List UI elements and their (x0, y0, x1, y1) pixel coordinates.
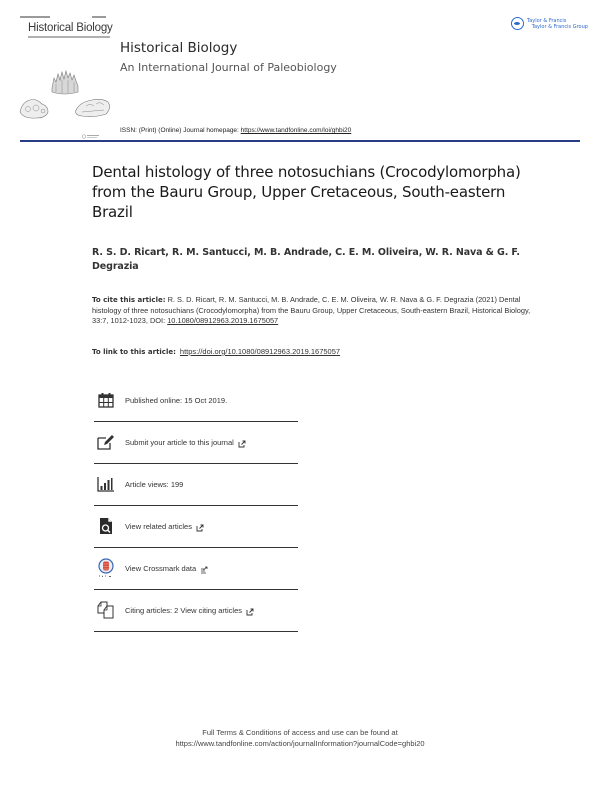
issn-row (120, 127, 351, 134)
view-crossmark-label: View Crossmark data (125, 563, 197, 573)
view-related-articles-link[interactable] (94, 506, 298, 547)
citation-block (92, 295, 532, 327)
bar-chart-icon (96, 474, 116, 494)
published-online-item (94, 380, 298, 421)
citing-articles-label: Citing articles: 2 View citing articles (125, 605, 242, 615)
taylor-francis-wordmark: Taylor & Francis Taylor & Francis Group (527, 17, 588, 30)
document-search-icon (96, 516, 116, 536)
submit-article-label: Submit your article to this journal (125, 437, 234, 447)
header-divider (20, 140, 580, 142)
journal-cover-thumbnail (16, 8, 112, 138)
fossil-illustration-icon (16, 8, 112, 138)
article-authors: R. S. D. Ricart, R. M. Santucci, M. B. Andrade, C. E. M. Oliveira, W. R. Nava & G. F. Degrazia (92, 247, 520, 272)
article-views-label: Article views: 199 (125, 479, 184, 489)
link-label: To link to this article: (92, 348, 176, 356)
article-title: Dental histology of three notosuchians (Crocodylomorpha) from the Bauru Group, Upper Cretaceous, South-eastern Brazil (92, 163, 521, 221)
cite-doi-link[interactable]: 10.1080/08912963.2019.1675057 (167, 316, 279, 326)
external-link-icon (246, 601, 254, 620)
calendar-icon (96, 390, 116, 410)
terms-line: Full Terms & Conditions of access and use can be found at (202, 728, 398, 737)
cite-text: R. S. D. Ricart, R. M. Santucci, M. B. Andrade, C. E. M. Oliveira, W. R. Nava & G. F. Degrazia (2021) Dental histology of three notosuchians (Crocodylomorpha) from the Bauru Group, Upper Cretaceous, South-eastern Brazil, Historical Biology, 33:7, 1012-1023, DOI: (92, 295, 531, 326)
journal-title: Historical Biology (120, 40, 238, 56)
journal-info-url[interactable]: https://www.tandfonline.com/action/journalInformation?journalCode=ghbi20 (175, 739, 425, 748)
taylor-francis-logo[interactable] (511, 17, 588, 30)
article-info-list (94, 380, 298, 632)
cite-label: To cite this article: (92, 296, 166, 304)
issn-label: ISSN: (Print) (Online) Journal homepage: (120, 127, 241, 134)
view-crossmark-link[interactable] (94, 548, 298, 589)
article-views-item (94, 464, 298, 505)
journal-homepage-link[interactable]: https://www.tandfonline.com/loi/ghbi20 (240, 127, 352, 134)
divider (94, 631, 298, 633)
submit-article-link[interactable] (94, 422, 298, 463)
published-online-label: Published online: 15 Oct 2019. (125, 395, 228, 405)
copy-icon (96, 600, 116, 620)
terms-footer (0, 727, 600, 749)
view-related-articles-label: View related articles (125, 521, 192, 531)
taylor-francis-logo-icon (511, 17, 524, 30)
external-link-icon (200, 559, 208, 578)
cover-publisher-logo (82, 124, 100, 129)
journal-subtitle: An International Journal of Paleobiology (120, 61, 337, 74)
crossmark-icon (96, 558, 116, 578)
article-link-row (92, 347, 340, 356)
article-doi-link[interactable]: https://doi.org/10.1080/08912963.2019.1675057 (179, 347, 341, 356)
cover-journal-name: Historical Biology (28, 22, 113, 34)
citing-articles-link[interactable] (94, 590, 298, 631)
external-link-icon (196, 517, 204, 536)
external-link-icon (238, 433, 246, 452)
edit-icon (96, 432, 116, 452)
